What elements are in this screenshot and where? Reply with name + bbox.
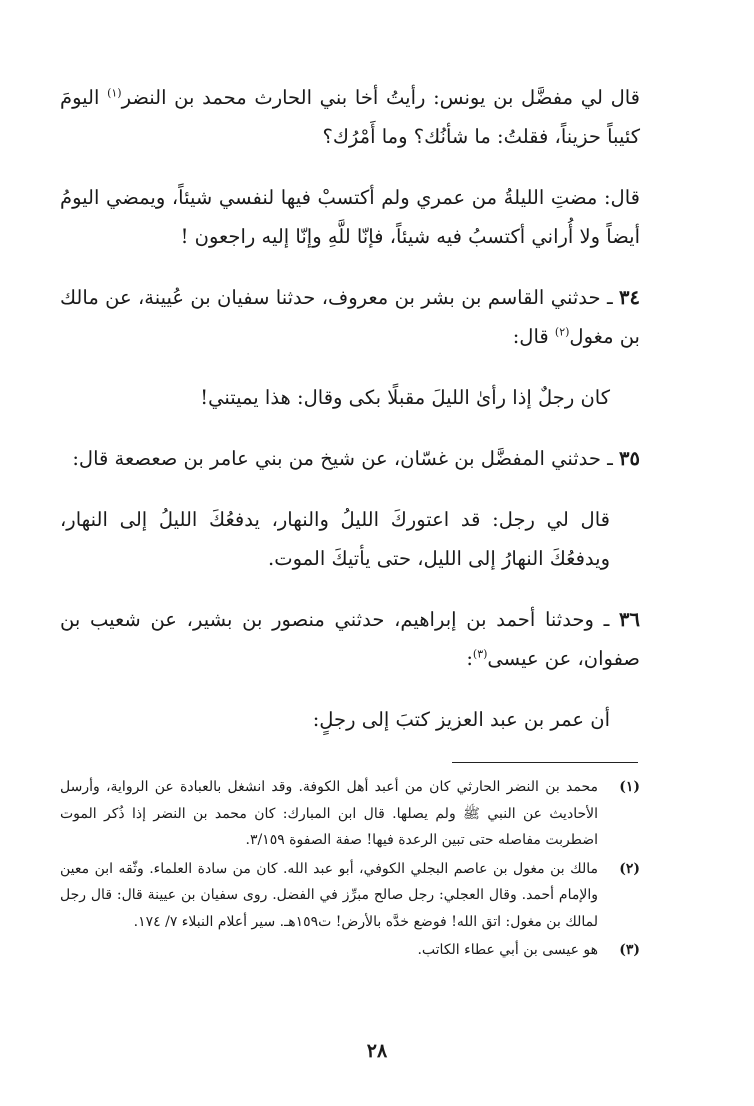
footnote-ref-3[interactable]: (٣) bbox=[472, 647, 488, 661]
paragraph-1 bbox=[60, 78, 640, 156]
paragraph-34-text: ـ حدثني القاسم بن بشر بن معروف، حدثنا سفيان بن عُيينة، عن مالك بن مغول bbox=[60, 286, 640, 348]
paragraph-36-text: ـ وحدثنا أحمد بن إبراهيم، حدثني منصور بن بشير، عن شعيب بن صفوان، عن عيسى bbox=[60, 608, 640, 670]
footnote-divider bbox=[452, 762, 638, 763]
paragraph-36-quote: أن عمر بن عبد العزيز كتبَ إلى رجلٍ: bbox=[312, 708, 610, 731]
narration-number-34: ٣٤ bbox=[619, 286, 640, 309]
footnote-number: (٢) bbox=[619, 860, 640, 877]
paragraph-35 bbox=[60, 439, 640, 478]
footnote-number: (٣) bbox=[619, 942, 640, 958]
footnotes bbox=[60, 774, 640, 966]
footnote-ref-2[interactable]: (٢) bbox=[554, 325, 570, 339]
paragraph-34-quote: كان رجلٌ إذا رأىٰ الليلَ مقبلًا بكى وقال: هذا يميتني! bbox=[200, 386, 610, 409]
main-text bbox=[60, 78, 640, 761]
paragraph-36 bbox=[60, 600, 640, 678]
paragraph-35-quote: قال لي رجل: قد اعتوركَ الليلُ والنهار، يدفعُكَ الليلُ إلى النهار، ويدفعُكَ النهارُ إلى الليل، حتى يأتيكَ الموت. bbox=[60, 508, 610, 570]
footnote-text: محمد بن النضر الحارثي كان من أعبد أهل الكوفة. وقد انشغل بالعبادة عن الرواية، وأرسل الأحاديث عن النبي ﷺ ولم يصلها. قال ابن المبارك: كان محمد بن النضر إذا ذُكر الموت اضطربت مفاصله حتى تبين الرعدة فيها! صفة الصفوة ٣/١٥٩. bbox=[60, 779, 598, 848]
narration-number-35: ٣٥ bbox=[619, 447, 640, 470]
paragraph-36-text-continued: : bbox=[466, 647, 473, 670]
paragraph-35-text: ـ حدثني المفضَّل بن غسّان، عن شيخ من بني عامر بن صعصعة قال: bbox=[72, 447, 620, 470]
footnote-1 bbox=[60, 774, 640, 854]
paragraph-1-text: قال لي مفضَّل بن يونس: رأيتُ أخا بني الحارث محمد بن النضر bbox=[121, 86, 641, 109]
footnote-2 bbox=[60, 856, 640, 936]
footnote-number: (١) bbox=[619, 779, 640, 795]
paragraph-1-text-continued: اليومَ كئيباً حزيناً، فقلتُ: ما شأنُك؟ وما أَمْرُك؟ bbox=[60, 86, 640, 148]
narration-number-36: ٣٦ bbox=[619, 608, 640, 631]
footnote-text: هو عيسى بن أبي عطاء الكاتب. bbox=[417, 942, 598, 958]
paragraph-34 bbox=[60, 278, 640, 356]
footnote-ref-1[interactable]: (١) bbox=[107, 86, 122, 100]
paragraph-2: قال: مضتِ الليلةُ من عمري ولم أكتسبْ فيها لنفسي شيئاً، ويمضي اليومُ أيضاً ولا أُراني أكتسبُ فيه شيئاً، فإنّا للَّهِ وإنّا إليه راجعون ! bbox=[60, 186, 640, 248]
footnote-3 bbox=[60, 937, 640, 964]
footnote-text: مالك بن مغول بن عاصم البجلي الكوفي، أبو عبد الله. كان من سادة العلماء. وثّقه ابن معين والإمام أحمد. وقال العجلي: رجل صالح مبرِّز في الفضل. روى سفيان بن عيينة قال: قال رجل لمالك بن مغول: اتق الله! فوضع خدَّه بالأرض! ت١٥٩هـ. سير أعلام النبلاء ٧/ ١٧٤. bbox=[60, 860, 598, 930]
paragraph-34-text-continued: قال: bbox=[512, 325, 555, 348]
page-number: ٢٨ bbox=[366, 1040, 388, 1062]
